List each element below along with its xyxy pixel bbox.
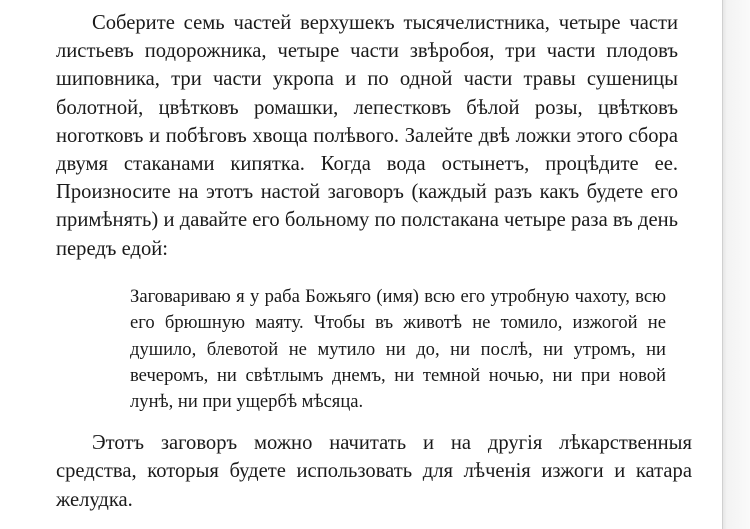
body-paragraph-note: Этотъ заговоръ можно начитать и на другія лѣкарственныя средства, которыя будете использовать для лѣченія изжоги и катара желудка. (56, 432, 692, 511)
body-paragraph-recipe: Соберите семь частей верхушекъ тысячелистника, четыре части листьевъ подорожника, четыре части звѣробоя, три части плодовъ шиповника, три части укропа и по одной части травы сушеницы болотной, цвѣтковъ ромашки, лепестковъ бѣлой розы, цвѣтковъ ноготковъ и побѣговъ хвоща полѣвого. Залейте двѣ ложки этого сбора двумя стаканами кипятка. Когда вода остынетъ, процѣдите ее. Произносите на этотъ настой заговоръ (каждый разъ какъ будете его примѣнять) и давайте его больному по полстакана четыре раза въ день передъ едой: (56, 12, 678, 260)
incantation-quote: Заговариваю я у раба Божьяго (имя) всю его утробную чахоту, всю его брюшную маяту. Чтобы въ животѣ не томило, изжогой не душило, блевотой не мутило ни до, ни послѣ, ни утромъ, ни вечеромъ, ни свѣтлымъ днемъ, ни темной ночью, ни при новой лунѣ, ни при ущербѣ мѣсяца. (130, 286, 666, 413)
page-edge (722, 0, 750, 529)
